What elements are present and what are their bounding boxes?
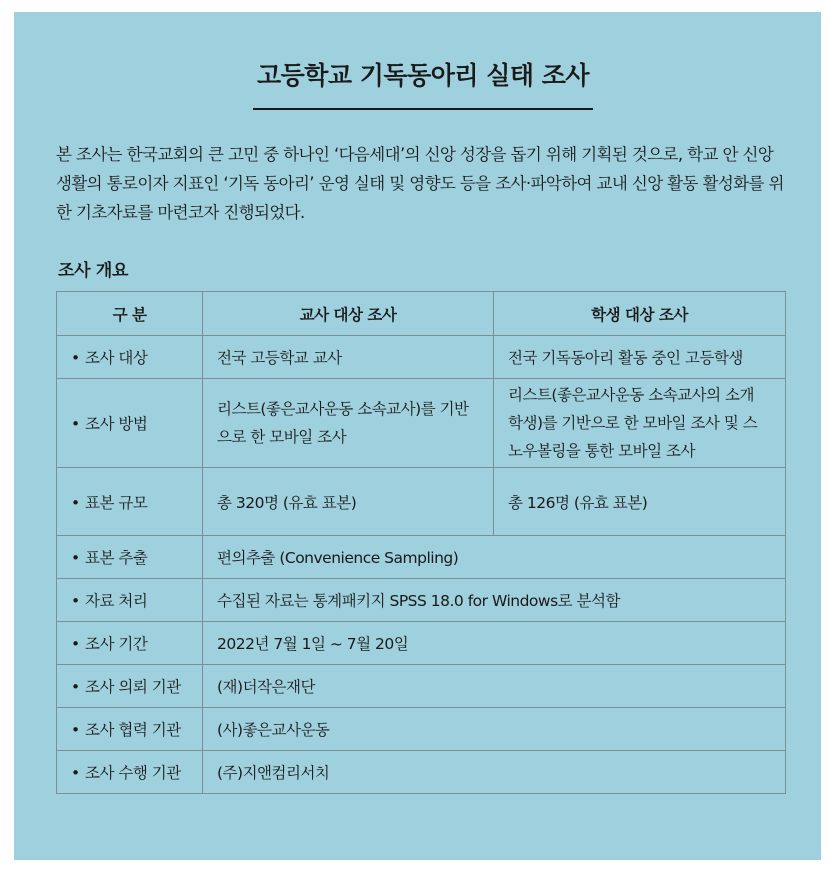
- value-cell: (사)좋은교사운동: [203, 708, 786, 751]
- table-row: [57, 665, 786, 708]
- table-row: [57, 379, 786, 468]
- section-title: 조사 개요: [58, 261, 129, 281]
- header-student-survey: 학생 대상 조사: [494, 292, 786, 336]
- table-header-row: [57, 292, 786, 336]
- row-label: • 표본 추출: [57, 536, 203, 579]
- bullet-icon: •: [71, 415, 80, 433]
- teacher-cell: 리스트(좋은교사운동 소속교사)를 기반으로 한 모바일 조사: [203, 379, 494, 468]
- teacher-cell: 전국 고등학교 교사: [203, 336, 494, 379]
- value-cell: 편의추출 (Convenience Sampling): [203, 536, 786, 579]
- title-block: [253, 59, 593, 93]
- student-cell: 총 126명 (유효 표본): [494, 468, 786, 536]
- value-cell: 2022년 7월 1일 ~ 7월 20일: [203, 622, 786, 665]
- table-row: [57, 622, 786, 665]
- survey-overview-table: [56, 291, 786, 794]
- header-teacher-survey: 교사 대상 조사: [203, 292, 494, 336]
- bullet-icon: •: [71, 549, 80, 567]
- row-label: • 조사 방법: [57, 379, 203, 468]
- bullet-icon: •: [71, 635, 80, 653]
- row-label: • 조사 의뢰 기관: [57, 665, 203, 708]
- table-row: [57, 751, 786, 794]
- bullet-icon: •: [71, 349, 80, 367]
- row-label: • 조사 수행 기관: [57, 751, 203, 794]
- intro-paragraph: 본 조사는 한국교회의 큰 고민 중 하나인 ‘다음세대’의 신앙 성장을 돕기 위해 기획된 것으로, 학교 안 신앙 생활의 통로이자 지표인 ‘기독 동아리’ 운영 실태 및 영향도 등을 조사·파악하여 교내 신앙 활동 활성화를 위한 기초자료를 마련코자 진행되었다.: [56, 145, 784, 222]
- table-row: [57, 579, 786, 622]
- page-title: 고등학교 기독동아리 실태 조사: [256, 61, 590, 90]
- header-category: 구 분: [57, 292, 203, 336]
- info-panel: [14, 12, 821, 860]
- row-label: • 자료 처리: [57, 579, 203, 622]
- row-label: • 조사 기간: [57, 622, 203, 665]
- row-label: • 조사 대상: [57, 336, 203, 379]
- table-row: [57, 708, 786, 751]
- bullet-icon: •: [71, 592, 80, 610]
- teacher-cell: 총 320명 (유효 표본): [203, 468, 494, 536]
- bullet-icon: •: [71, 721, 80, 739]
- title-underline: [253, 108, 593, 110]
- table-row: [57, 468, 786, 536]
- bullet-icon: •: [71, 678, 80, 696]
- bullet-icon: •: [71, 493, 80, 512]
- row-label: • 조사 협력 기관: [57, 708, 203, 751]
- table-row: [57, 336, 786, 379]
- student-cell: 전국 기독동아리 활동 중인 고등학생: [494, 336, 786, 379]
- student-cell: 리스트(좋은교사운동 소속교사의 소개 학생)를 기반으로 한 모바일 조사 및 스노우볼링을 통한 모바일 조사: [494, 379, 786, 468]
- table-row: [57, 536, 786, 579]
- bullet-icon: •: [71, 764, 80, 782]
- value-cell: 수집된 자료는 통계패키지 SPSS 18.0 for Windows로 분석함: [203, 579, 786, 622]
- row-label: • 표본 규모: [57, 468, 203, 536]
- value-cell: (주)지앤컴리서치: [203, 751, 786, 794]
- value-cell: (재)더작은재단: [203, 665, 786, 708]
